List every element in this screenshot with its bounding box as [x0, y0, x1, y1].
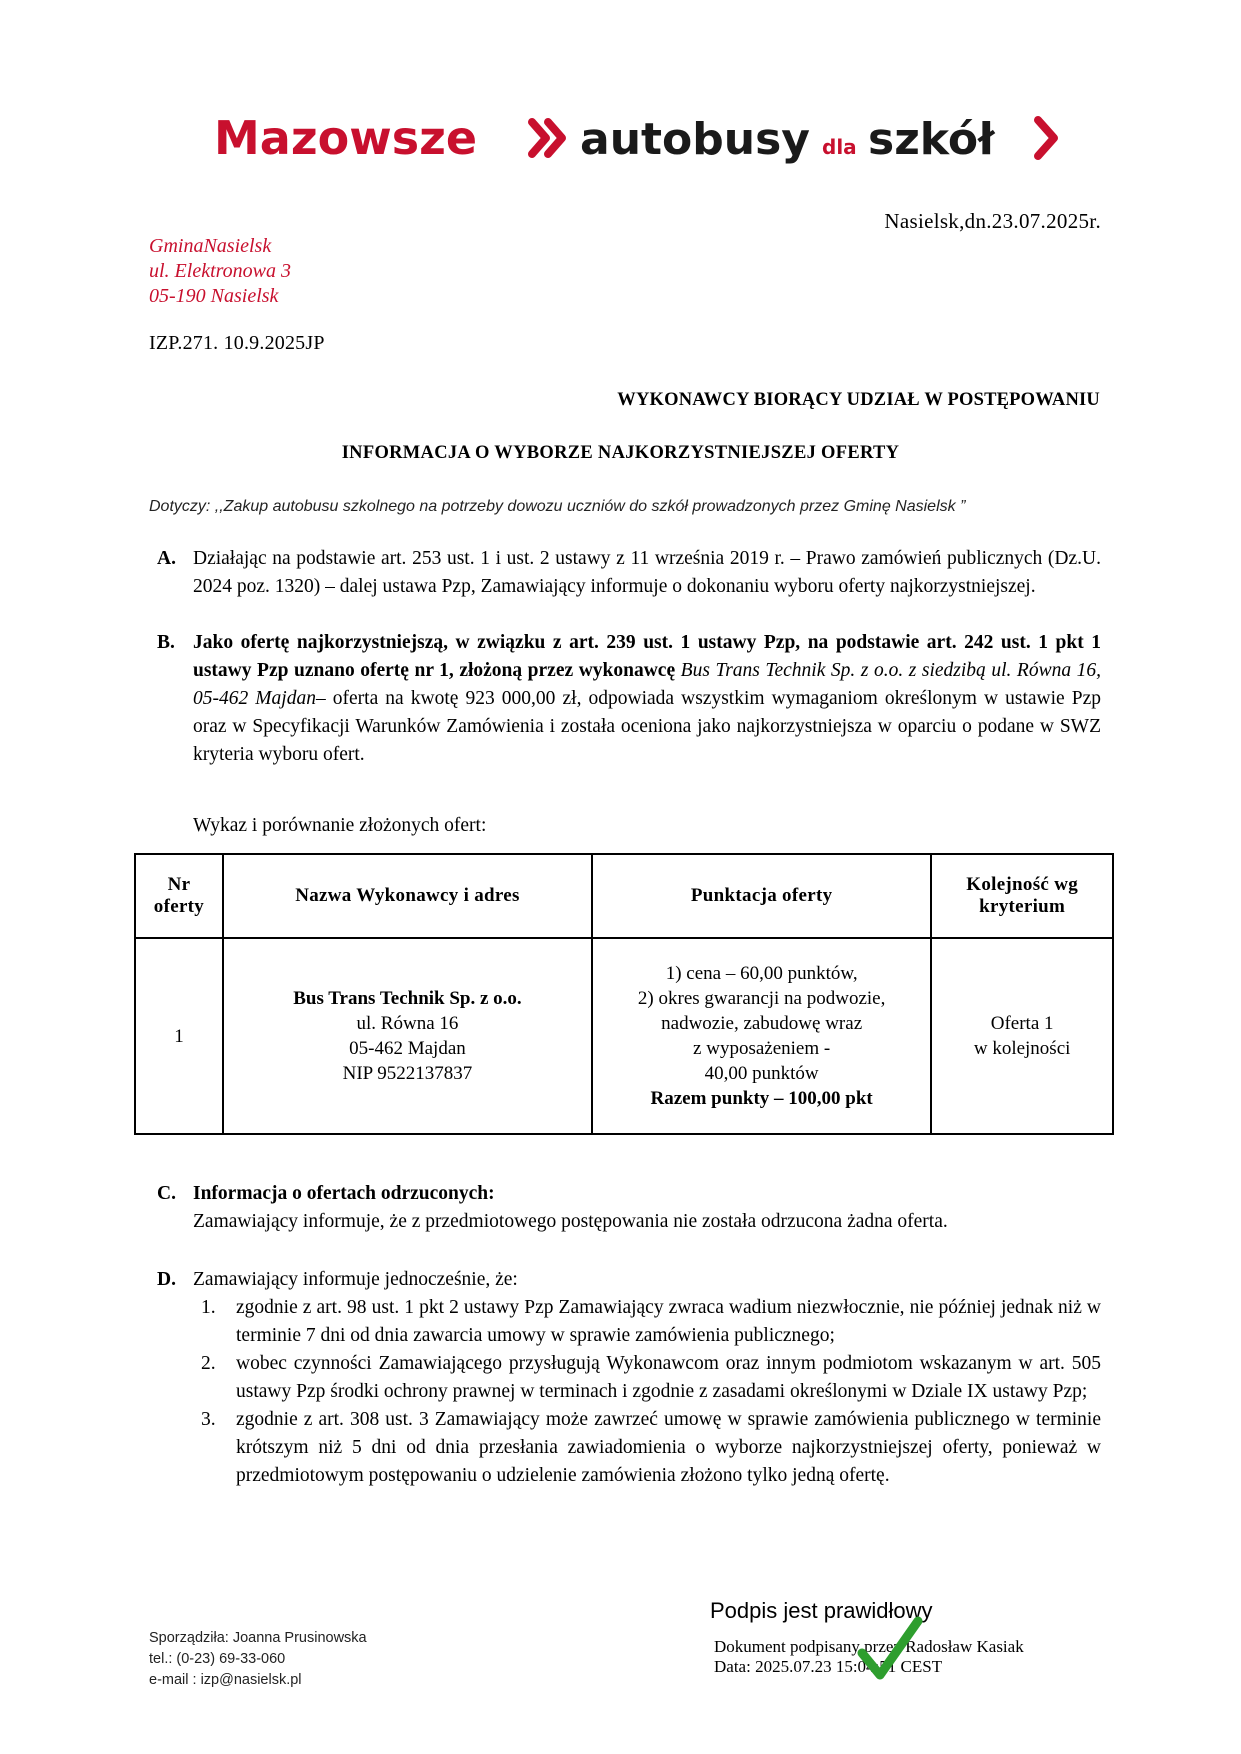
- section-marker: B.: [157, 632, 175, 653]
- section-b-bold: Jako ofertę najkorzystniejszą, w związku z art. 239 ust. 1 ustawy Pzp, na podstawie art. 242 ust. 1 pkt 1 ustawy Pzp uznano ofertę nr 1, złożoną przez wykonawcę: [193, 632, 1101, 681]
- logo-text-small: dla: [822, 135, 857, 159]
- address-line: 05-190 Nasielsk: [149, 285, 279, 307]
- sender-address: [149, 234, 291, 309]
- section-c: [157, 1180, 1101, 1236]
- list-number: 2.: [201, 1353, 216, 1374]
- company-address-line: ul. Równa 16: [356, 1013, 459, 1034]
- footer-line: e-mail : izp@nasielsk.pl: [149, 1672, 302, 1688]
- section-b-rest: – oferta na kwotę 923 000,00 zł, odpowiada wszystkim wymaganiom określonym w ustawie Pzp oraz w Specyfikacji Warunków Zamówienia i została oceniona jako najkorzystniejsza w oparciu o podane w SWZ kryteria wyboru ofert.: [193, 688, 1101, 765]
- company-name: Bus Trans Technik Sp. z o.o.: [293, 988, 522, 1009]
- section-d: [157, 1266, 1101, 1490]
- company-nip: NIP 9522137837: [342, 1063, 473, 1084]
- logo-text-end: szkół: [868, 114, 995, 165]
- company-address-line: 05-462 Majdan: [349, 1038, 466, 1059]
- campaign-logo: [214, 108, 1062, 168]
- signature-date: Data: 2025.07.23 15:04:51 CEST: [714, 1657, 943, 1676]
- section-c-heading: Informacja o ofertach odrzuconych:: [193, 1183, 495, 1204]
- score-line: 40,00 punktów: [704, 1063, 819, 1084]
- offers-table: [134, 853, 1114, 1135]
- section-marker: C.: [157, 1183, 176, 1204]
- address-line: GminaNasielsk: [149, 235, 272, 257]
- list-number: 1.: [201, 1297, 216, 1318]
- score-line: 1) cena – 60,00 punktów,: [665, 963, 858, 984]
- table-row: [135, 938, 1113, 1134]
- section-b-text: [193, 629, 1101, 769]
- section-marker: D.: [157, 1269, 176, 1290]
- cell-nr: 1: [135, 938, 223, 1134]
- header-company: Nazwa Wykonawcy i adres: [223, 854, 592, 938]
- score-line: 2) okres gwarancji na podwozie, nadwozie, zabudowę wraz: [637, 988, 886, 1034]
- chevron-right-icon: [1038, 120, 1054, 156]
- checkmark-icon: [856, 1615, 924, 1685]
- section-b-italic: Bus Trans Technik Sp. z o.o. z siedzibą ul. Równa 16, 05-462 Majdan: [193, 660, 1101, 709]
- header-ranking: Kolejność wg kryterium: [931, 854, 1113, 938]
- list-text: wobec czynności Zamawiającego przysługują Wykonawcom oraz innym podmiotom wskazanym w art. 505 ustawy Pzp środki ochrony prawnej w terminach i zgodnie z zasadami określonymi w Dziale IX ustawy Pzp;: [236, 1353, 1101, 1402]
- section-marker: A.: [157, 548, 176, 569]
- list-number: 3.: [201, 1409, 216, 1430]
- section-d-intro: Zamawiający informuje jednocześnie, że:: [193, 1269, 518, 1290]
- signature-status: Podpis jest prawidłowy: [710, 1598, 933, 1623]
- section-d-list: [193, 1294, 1101, 1490]
- double-chevron-icon: [532, 122, 562, 154]
- subject-line: Dotyczy: ,,Zakup autobusu szkolnego na potrzeby dowozu uczniów do szkół prowadzonych przez Gminę Nasielsk ”: [149, 498, 966, 515]
- cell-score: [592, 938, 931, 1134]
- table-header-row: [135, 854, 1113, 938]
- signature-signer: Dokument podpisany przez Radosław Kasiak: [714, 1637, 1024, 1656]
- footer-line: tel.: (0-23) 69-33-060: [149, 1651, 286, 1667]
- address-line: ul. Elektronowa 3: [149, 260, 292, 282]
- list-item: [193, 1406, 1101, 1490]
- ranking-line: w kolejności: [973, 1038, 1071, 1059]
- offers-list-intro: Wykaz i porównanie złożonych ofert:: [193, 815, 487, 836]
- section-c-text: Zamawiający informuje, że z przedmiotowego postępowania nie została odrzucona żadna oferta.: [193, 1211, 948, 1232]
- list-item: [193, 1294, 1101, 1350]
- cell-ranking: [931, 938, 1113, 1134]
- list-text: zgodnie z art. 308 ust. 3 Zamawiający może zawrzeć umowę w sprawie zamówienia publicznego w terminie krótszym niż 5 dni od dnia przesłania zawiadomienia o wyborze najkorzystniejszej oferty, ponieważ w przedmiotowym postępowaniu o udzielenie zamówienia złożono tylko jedną ofertę.: [236, 1409, 1101, 1486]
- score-line: z wyposażeniem -: [693, 1038, 831, 1059]
- list-item: [193, 1350, 1101, 1406]
- document-title: INFORMACJA O WYBORZE NAJKORZYSTNIEJSZEJ OFERTY: [341, 443, 900, 463]
- section-a-text: Działając na podstawie art. 253 ust. 1 i ust. 2 ustawy z 11 września 2019 r. – Prawo zamówień publicznych (Dz.U. 2024 poz. 1320) – dalej ustawa Pzp, Zamawiający informuje o dokonaniu wyboru oferty najkorzystniejszej.: [193, 548, 1101, 597]
- addressees: WYKONAWCY BIORĄCY UDZIAŁ W POSTĘPOWANIU: [617, 390, 1100, 410]
- logo-text-main: autobusy: [580, 114, 810, 165]
- footer-line: Sporządziła: Joanna Prusinowska: [149, 1630, 367, 1646]
- ranking-line: Oferta 1: [990, 1013, 1054, 1034]
- reference-number: IZP.271. 10.9.2025JP: [149, 332, 325, 354]
- header-nr: Nr oferty: [135, 854, 223, 938]
- document-date: Nasielsk,dn.23.07.2025r.: [884, 209, 1101, 233]
- prepared-by-footer: [149, 1628, 367, 1691]
- list-text: zgodnie z art. 98 ust. 1 pkt 2 ustawy Pzp Zamawiający zwraca wadium niezwłocznie, nie później jednak niż w terminie 7 dni od dnia zawarcia umowy w sprawie zamówienia publicznego;: [236, 1297, 1101, 1346]
- cell-company: [223, 938, 592, 1134]
- header-score: Punktacja oferty: [592, 854, 931, 938]
- section-b: [157, 629, 1101, 769]
- section-a: [157, 545, 1101, 601]
- logo-brand: Mazowsze: [214, 111, 478, 165]
- score-total: Razem punkty – 100,00 pkt: [650, 1088, 873, 1109]
